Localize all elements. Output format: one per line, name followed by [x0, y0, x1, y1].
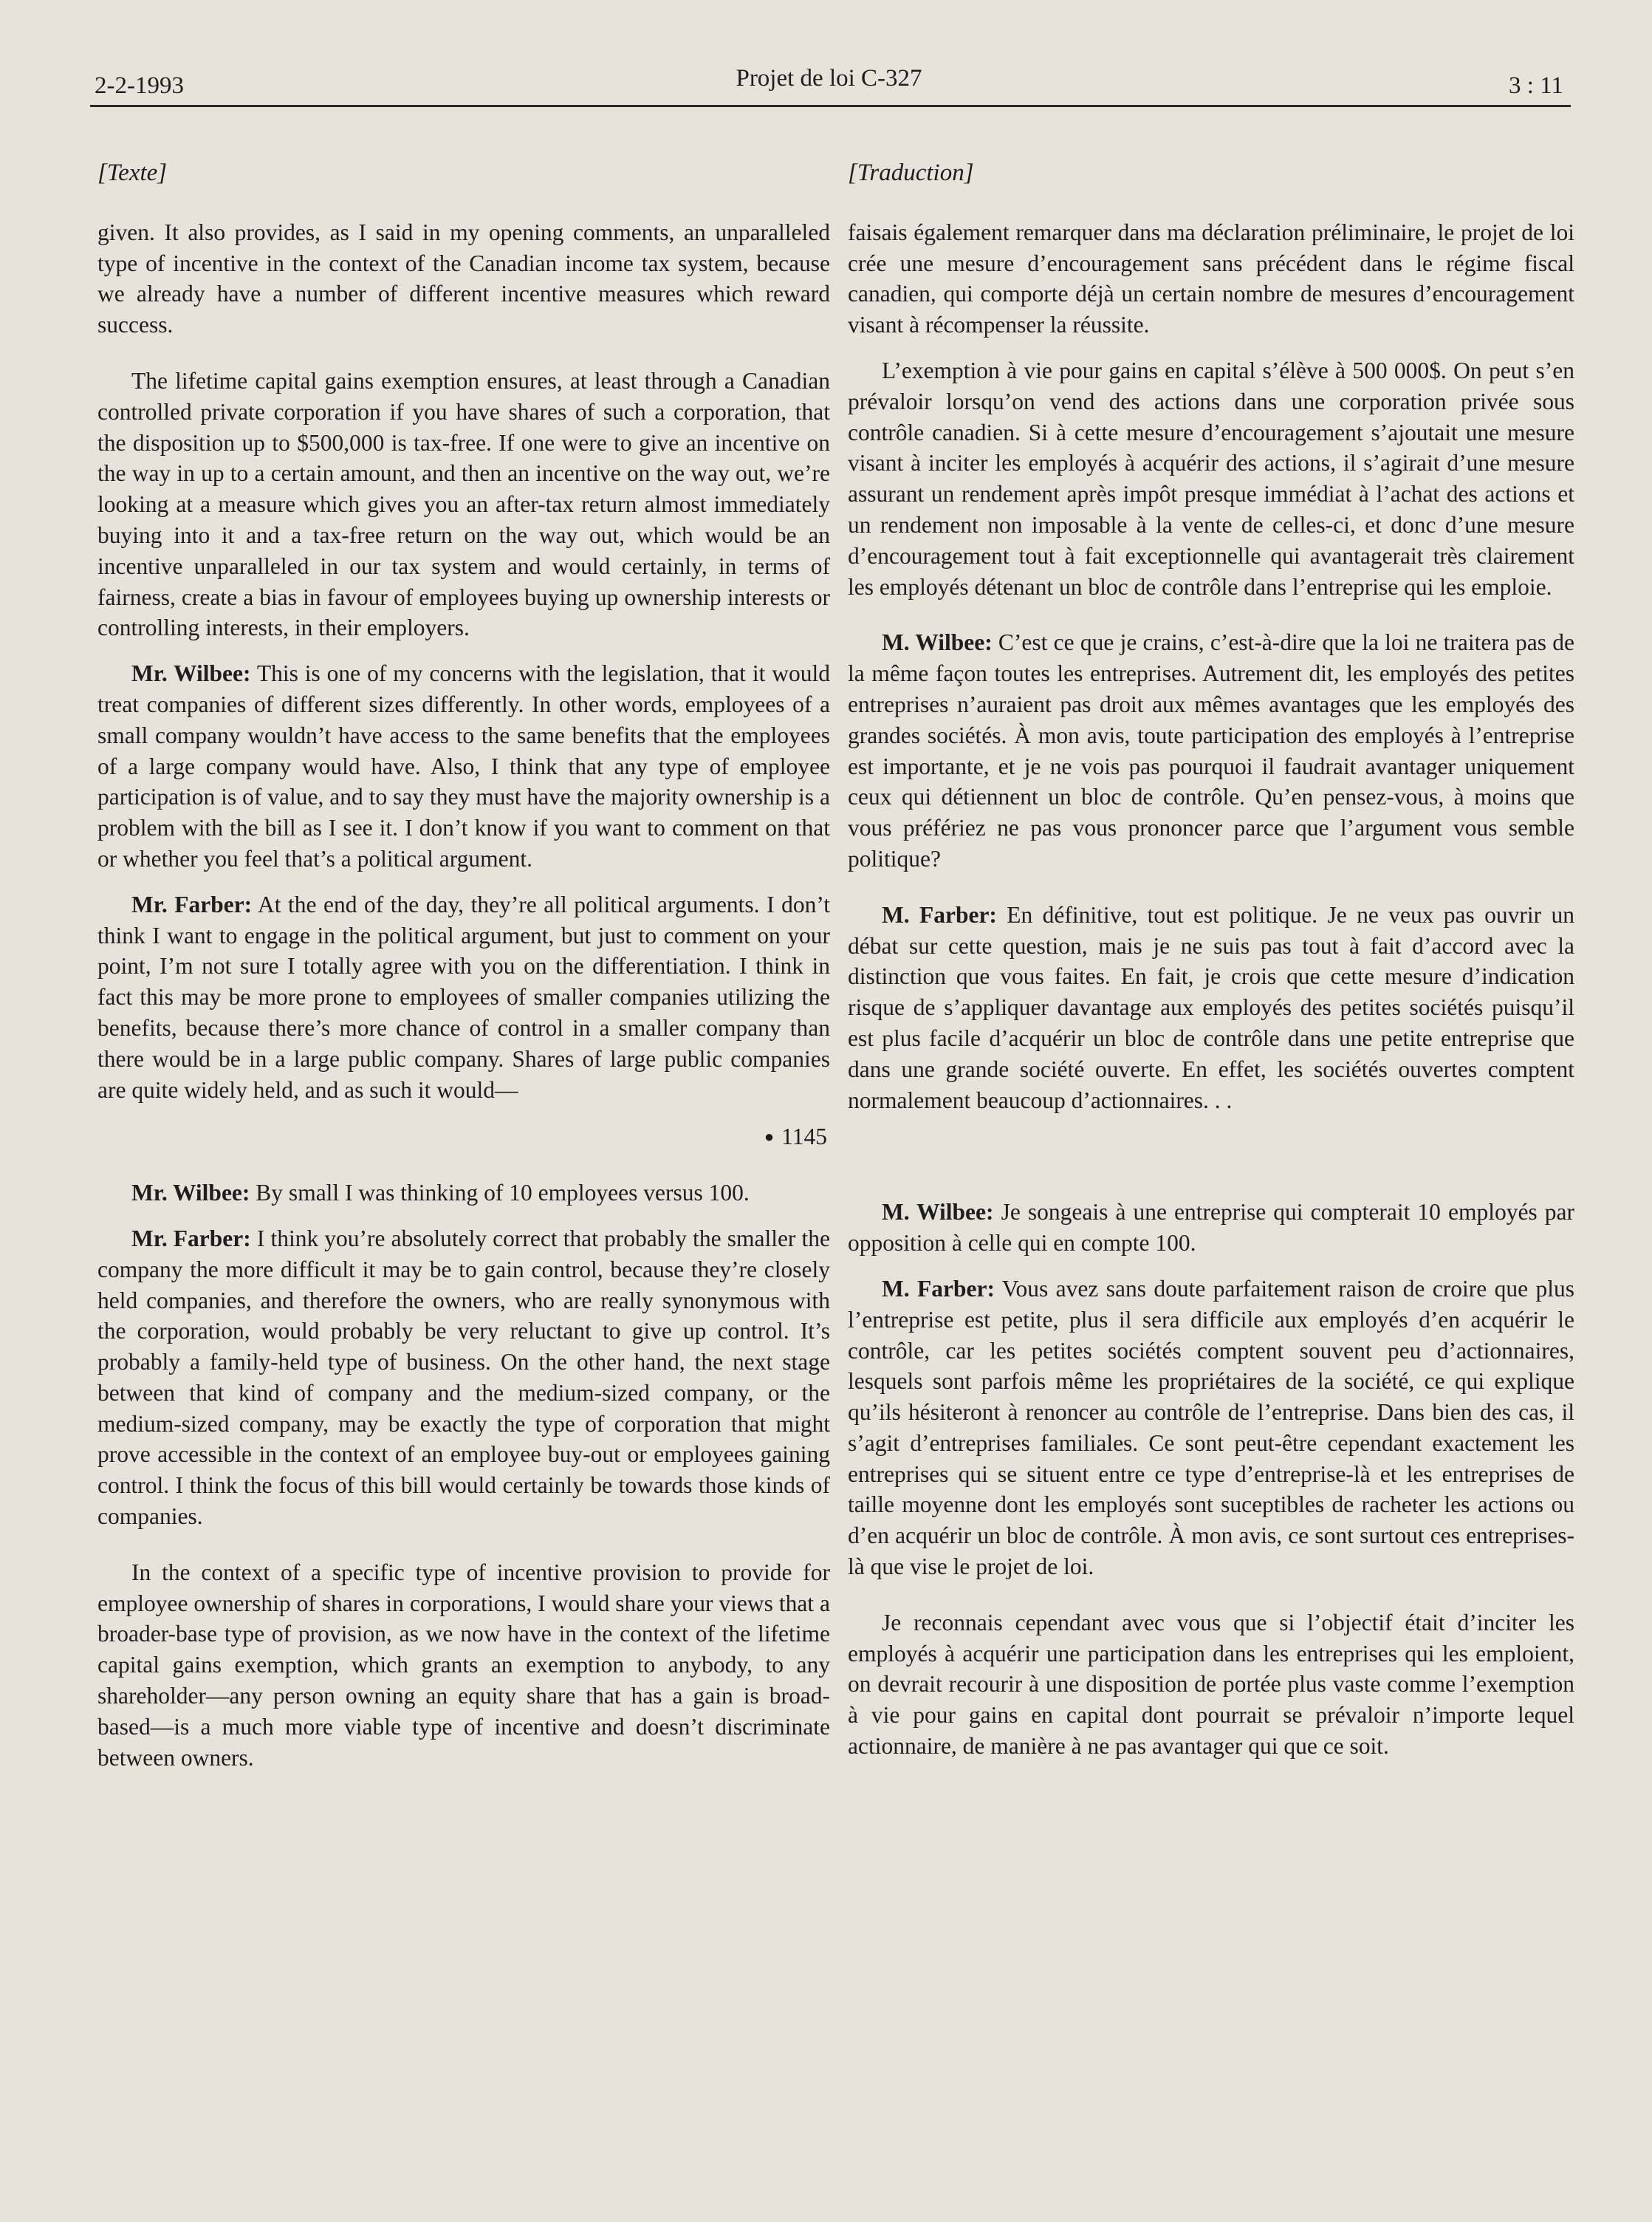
speaker-name: M. Farber:: [882, 901, 997, 928]
paragraph: [848, 1197, 1574, 1259]
speaker-name: Mr. Wilbee:: [131, 1180, 250, 1206]
bullet-icon: ●: [764, 1127, 775, 1146]
paragraph: [97, 658, 830, 875]
speech-text: Je songeais à une entreprise qui compterait 10 employés par opposition à celle qui en compte 100.: [848, 1199, 1574, 1257]
header-rule: [90, 105, 1571, 107]
paragraph: [97, 1223, 830, 1532]
paragraph: In the context of a specific type of incentive provision to provide for employee ownership of shares in corporations, I would share your views that a broader-base type of provision, as we now have in the context of the lifetime capital gains exemption, which grants an exemption to anybody, to any shareholder—any person owning an equity share that has a gain is broad-based—is a much more viable type of incentive and doesn’t discriminate between owners.: [97, 1559, 830, 1771]
speaker-name: Mr. Wilbee:: [131, 660, 251, 687]
speech-text: By small I was thinking of 10 employees versus 100.: [250, 1180, 750, 1206]
speech-text: At the end of the day, they’re all political arguments. I don’t think I want to engage in the political argument, but just to comment on your point, I’m not sure I totally agree with you on the differentiation. I think in fact this may be more prone to employees of smaller companies utilizing the benefits, because there’s more chance of control in a smaller company than there would be in a large public company. Shares of large public companies are quite widely held, and as such it would—: [97, 891, 831, 1103]
speech-text: I think you’re absolutely correct that probably the smaller the company the more difficult it may be to gain control, because they’re closely held companies, and therefore the owners, who are really synonymous with the corporation, would probably be very reluctant to give up control. It’s probably a family-held type of business. On the other hand, the next stage between that kind of company and the medium-sized company, or the medium-sized company, may be exactly the type of corporation that might prove accessible in the context of an employee buy-out or employees gaining control. I think the focus of this bill would certainly be towards those kinds of companies.: [97, 1225, 831, 1530]
paragraph: The lifetime capital gains exemption ensures, at least through a Canadian controlled private corporation if you have shares of such a corporation, that the disposition up to $500,000 is tax-free. If one were to give an incentive on the way in up to a certain amount, and then an incentive on the way out, we’re looking at a measure which gives you an after-tax return almost immediately buying into it and a tax-free return on the way out, which would be an incentive unparalleled in our tax system and would certainly, in terms of fairness, create a bias in favour of employees buying up ownership interests or controlling interests, in their employers.: [97, 367, 830, 641]
header-title: Projet de loi C-327: [736, 65, 922, 92]
speaker-name: Mr. Farber:: [131, 891, 253, 917]
speech-text: This is one of my concerns with the legislation, that it would treat companies of different sizes differently. In other words, employees of a small company wouldn’t have access to the same benefits that the employees of a large company would have. Also, I think that any type of employee participation is of value, and to say they must have the majority ownership is a problem with the bill as I see it. I don’t know if you want to comment on that or whether you feel that’s a political argument.: [97, 660, 830, 872]
header-date: 2-2-1993: [95, 72, 184, 99]
paragraph: [848, 900, 1574, 1116]
speech-text: En définitive, tout est politique. Je ne veux pas ouvrir un débat sur cette question, mais je ne suis pas tout à fait d’accord avec la distinction que vous faites. En fait, je crois que cette mesure d’indication risque de s’appliquer davantage aux employés des petites sociétés puisqu’il est plus facile d’acquérir un bloc de contrôle dans une petite entreprise que dans une grande société ouverte. En effet, les sociétés ouvertes comptent normalement beaucoup d’actionnaires. . .: [848, 901, 1574, 1113]
column-label-traduction: [Traduction]: [848, 160, 974, 186]
paragraph: L’exemption à vie pour gains en capital s’élève à 500 000$. On peut s’en prévaloir lorsqu’on vend des actions dans une corporation privée sous contrôle canadien. Si à cette mesure d’encouragement s’ajoutait une mesure visant à inciter les employés à acquérir des actions, il s’agirait d’une mesure assurant un rendement après impôt presque immédiat à l’achat des actions et un rendement non imposable à la vente de celles-ci, et donc d’une mesure d’encouragement tout à fait exceptionnelle qui avantagerait très clairement les employés détenant un bloc de contrôle dans l’entreprise qui les emploie.: [848, 357, 1574, 600]
paragraph: Je reconnais cependant avec vous que si l’objectif était d’inciter les employés à acquérir une participation dans les entreprises qui les emploient, on devrait recourir à une disposition de portée plus vaste comme l’exemption à vie pour gains en capital dont pourrait se prévaloir n’importe lequel actionnaire, de manière à ne pas avantager qui que ce soit.: [848, 1609, 1574, 1760]
paragraph: [848, 627, 1574, 874]
speaker-name: M. Wilbee:: [882, 1199, 994, 1225]
speaker-name: M. Wilbee:: [882, 629, 993, 656]
column-label-texte: [Texte]: [97, 160, 168, 186]
paragraph: [97, 889, 830, 1106]
page-header: [95, 65, 1563, 106]
french-column: [848, 158, 1574, 1777]
paragraph: [97, 1177, 830, 1209]
speaker-name: Mr. Farber:: [131, 1225, 251, 1251]
paragraph: given. It also provides, as I said in my opening comments, an unparalleled type of incentive in the context of the Canadian income tax system, because we already have a number of different incentive measures which reward success.: [97, 219, 830, 338]
time-marker-text: 1145: [781, 1124, 827, 1150]
time-marker: [97, 1121, 827, 1152]
header-page-number: 3 : 11: [1509, 72, 1563, 99]
speaker-name: M. Farber:: [882, 1275, 995, 1302]
english-column: [97, 158, 830, 1788]
speech-text: C’est ce que je crains, c’est-à-dire que la loi ne traitera pas de la même façon toutes les entreprises. Autrement dit, les employés des petites entreprises n’auraient pas droit aux mêmes avantages que les employés des grandes sociétés. À mon avis, toute participation des employés à l’entreprise est importante, et je ne vois pas pourquoi il faudrait avantager uniquement ceux qui détiennent un bloc de contrôle. Qu’en pensez-vous, à moins que vous préfériez ne pas vous prononcer parce que l’argument vous semble politique?: [848, 629, 1574, 872]
speech-text: Vous avez sans doute parfaitement raison de croire que plus l’entreprise est petite, plus il sera difficile aux employés d’en acquérir le contrôle, car les petites sociétés comptent souvent peu d’actionnaires, lesquels sont parfois même les propriétaires de la société, ce qui explique qu’ils hésiteront à renoncer au contrôle de l’entreprise. Dans bien des cas, il s’agit d’entreprises familiales. Ce sont peut-être cependant exactement les entreprises qui se situent entre ce type d’entreprise-là et les entreprises de taille moyenne dont les employés sont suceptibles de racheter les actions ou d’en acquérir un bloc de contrôle. À mon avis, ce sont surtout ces entreprises-là que vise le projet de loi.: [848, 1275, 1574, 1580]
paragraph: faisais également remarquer dans ma déclaration préliminaire, le projet de loi crée une mesure d’encouragement sans précédent dans le régime fiscal canadien, qui comporte déjà un certain nombre de mesures d’encouragement visant à récompenser la réussite.: [848, 219, 1574, 338]
paragraph: [848, 1274, 1574, 1582]
